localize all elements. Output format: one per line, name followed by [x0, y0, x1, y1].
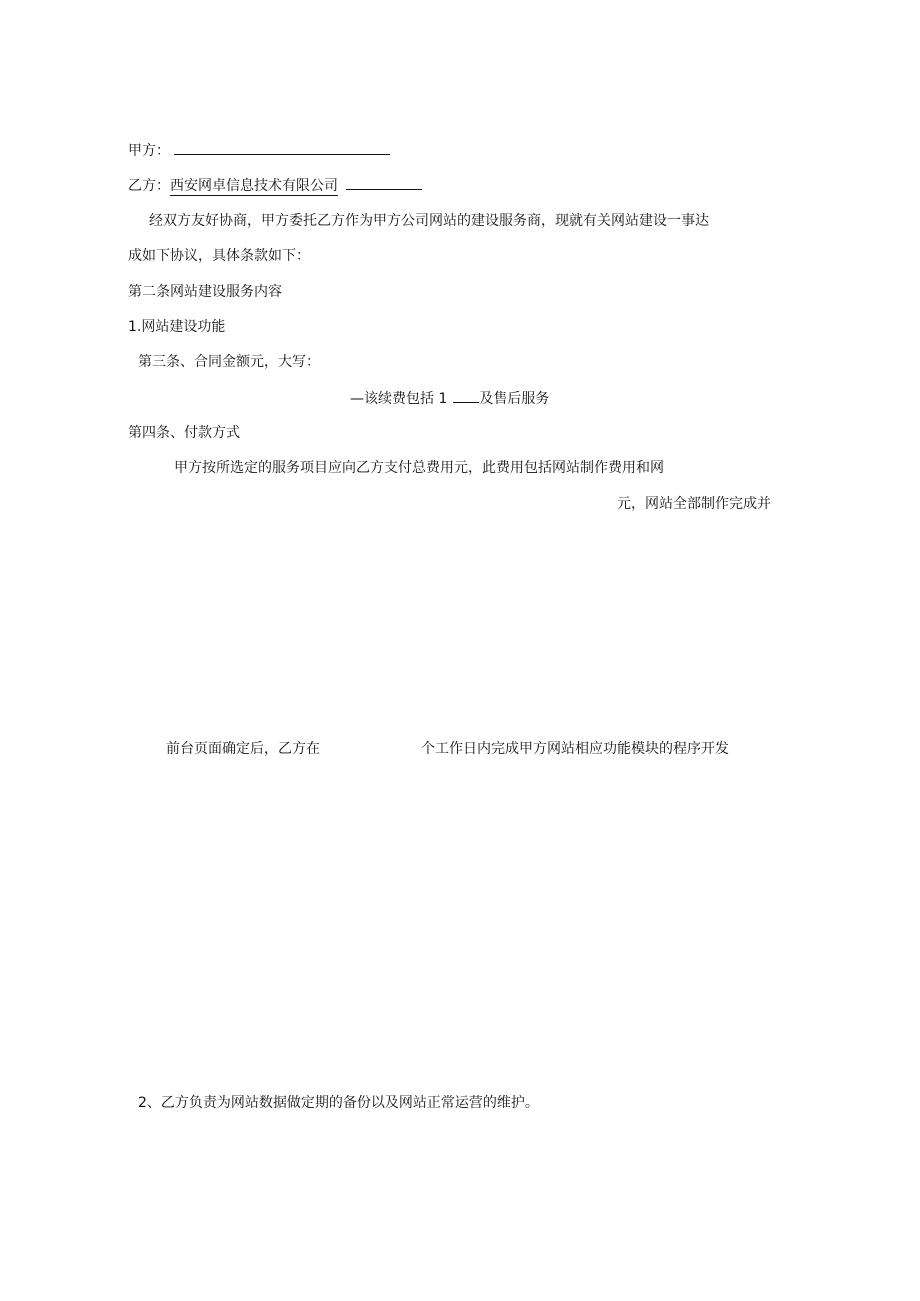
intro-line-2: 成如下协议，具体条款如下： [128, 248, 310, 264]
renewal-prefix: —该续费包括 1 [350, 391, 448, 407]
party-b-line [128, 175, 422, 196]
party-b-label: 乙方： [128, 178, 170, 194]
party-a-line [128, 140, 390, 161]
payment-line-1: 甲方按所选定的服务项目应向乙方支付总费用元，此费用包括网站制作费用和网 [174, 460, 664, 476]
party-b-blank [346, 175, 422, 190]
party-a-blank [174, 140, 390, 155]
article-2-item-1: 1.网站建设功能 [128, 319, 226, 335]
article-3-title: 第三条、合同金额元，大写： [138, 354, 320, 370]
frontend-right: 个工作日内完成甲方网站相应功能模块的程序开发 [421, 741, 729, 757]
item-2-maintenance: 2、乙方负责为网站数据做定期的备份以及网站正常运营的维护。 [138, 1095, 539, 1111]
frontend-left: 前台页面确定后，乙方在 [166, 741, 320, 757]
party-a-label: 甲方： [128, 143, 170, 159]
payment-line-2: 元，网站全部制作完成并 [617, 496, 771, 512]
renewal-suffix: 及售后服务 [479, 391, 550, 407]
intro-line-1: 经双方友好协商，甲方委托乙方作为甲方公司网站的建设服务商，现就有关网站建设一事达 [149, 213, 709, 229]
renewal-line [350, 388, 549, 409]
renewal-blank [453, 388, 479, 403]
article-4-title: 第四条、付款方式 [128, 425, 240, 441]
party-b-name: 西安网卓信息技术有限公司 [170, 178, 338, 194]
article-2-title: 第二条网站建设服务内容 [128, 284, 282, 300]
